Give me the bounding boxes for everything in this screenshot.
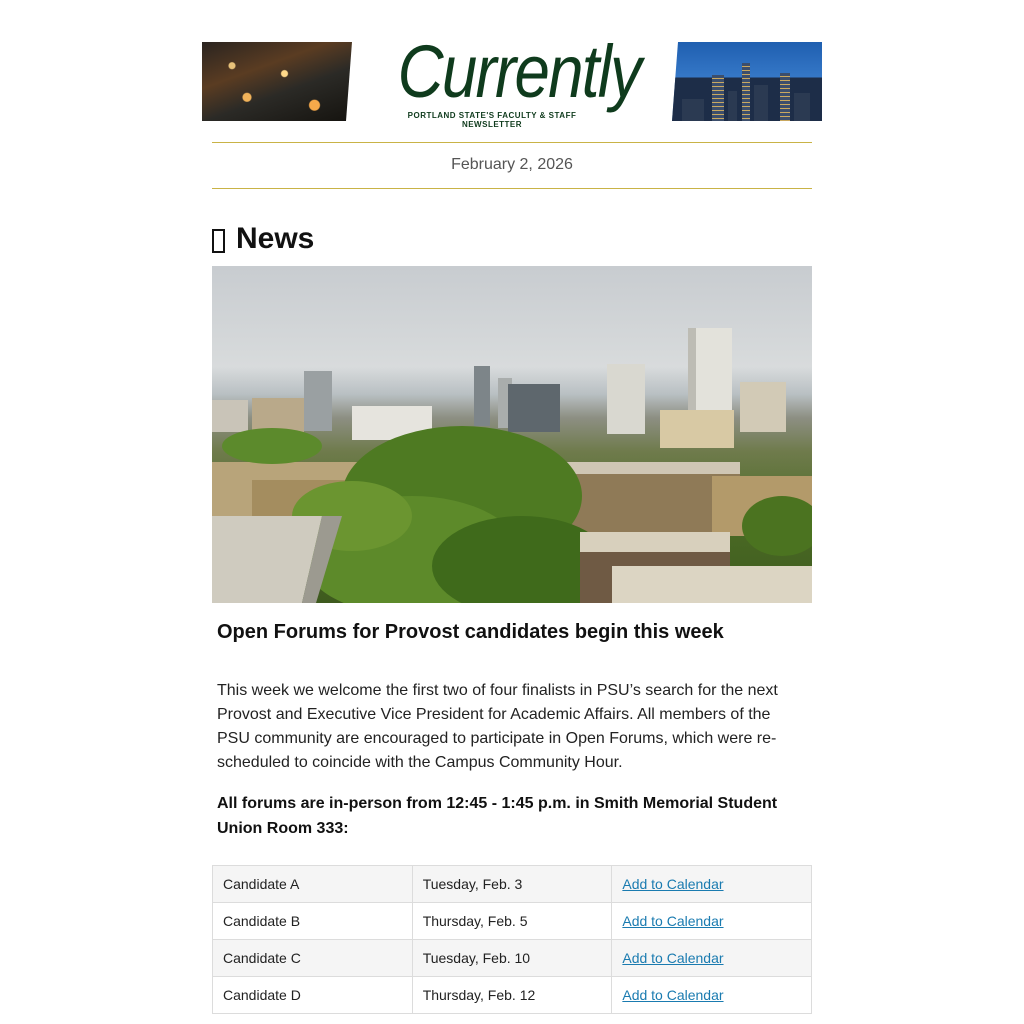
masthead bbox=[202, 30, 822, 129]
newspaper-icon bbox=[212, 229, 225, 253]
add-to-calendar-link[interactable]: Add to Calendar bbox=[622, 950, 724, 966]
masthead-photo-night-city bbox=[202, 42, 352, 121]
section-title: News bbox=[236, 222, 315, 255]
date-cell: Tuesday, Feb. 3 bbox=[412, 866, 612, 903]
calendar-cell bbox=[612, 940, 812, 977]
table-row bbox=[213, 977, 812, 1014]
masthead-photo-skyline bbox=[672, 42, 822, 121]
date-cell: Thursday, Feb. 5 bbox=[412, 903, 612, 940]
date-cell: Thursday, Feb. 12 bbox=[412, 977, 612, 1014]
calendar-cell bbox=[612, 977, 812, 1014]
hero-image-campus-aerial bbox=[212, 266, 812, 603]
add-to-calendar-link[interactable]: Add to Calendar bbox=[622, 876, 724, 892]
candidate-cell: Candidate A bbox=[213, 866, 413, 903]
date-rule-bottom bbox=[212, 188, 812, 189]
candidate-cell: Candidate B bbox=[213, 903, 413, 940]
candidate-cell: Candidate C bbox=[213, 940, 413, 977]
issue-date: February 2, 2026 bbox=[451, 156, 573, 173]
add-to-calendar-link[interactable]: Add to Calendar bbox=[622, 913, 724, 929]
add-to-calendar-link[interactable]: Add to Calendar bbox=[622, 987, 724, 1003]
article-headline: Open Forums for Provost candidates begin this week bbox=[217, 621, 724, 643]
table-row bbox=[213, 940, 812, 977]
logo-wordmark: Currently bbox=[397, 30, 641, 113]
section-heading bbox=[212, 219, 314, 259]
date-rule-top bbox=[212, 142, 812, 143]
date-cell: Tuesday, Feb. 10 bbox=[412, 940, 612, 977]
table-row bbox=[213, 903, 812, 940]
calendar-cell bbox=[612, 866, 812, 903]
forum-schedule-table bbox=[212, 865, 812, 1014]
article-body: This week we welcome the first two of four finalists in PSU’s search for the next Provost and Executive Vice President for Academic Affairs. All members of the PSU community are encouraged to participate in Open Forums, which were re-scheduled to coincide with the Campus Community Hour. bbox=[217, 682, 778, 771]
candidate-cell: Candidate D bbox=[213, 977, 413, 1014]
table-row bbox=[213, 866, 812, 903]
logo-tagline: PORTLAND STATE'S FACULTY & STAFF NEWSLETTER bbox=[407, 111, 577, 129]
forum-location-note: All forums are in-person from 12:45 - 1:45 p.m. in Smith Memorial Student Union Room 333: bbox=[217, 795, 778, 837]
calendar-cell bbox=[612, 903, 812, 940]
